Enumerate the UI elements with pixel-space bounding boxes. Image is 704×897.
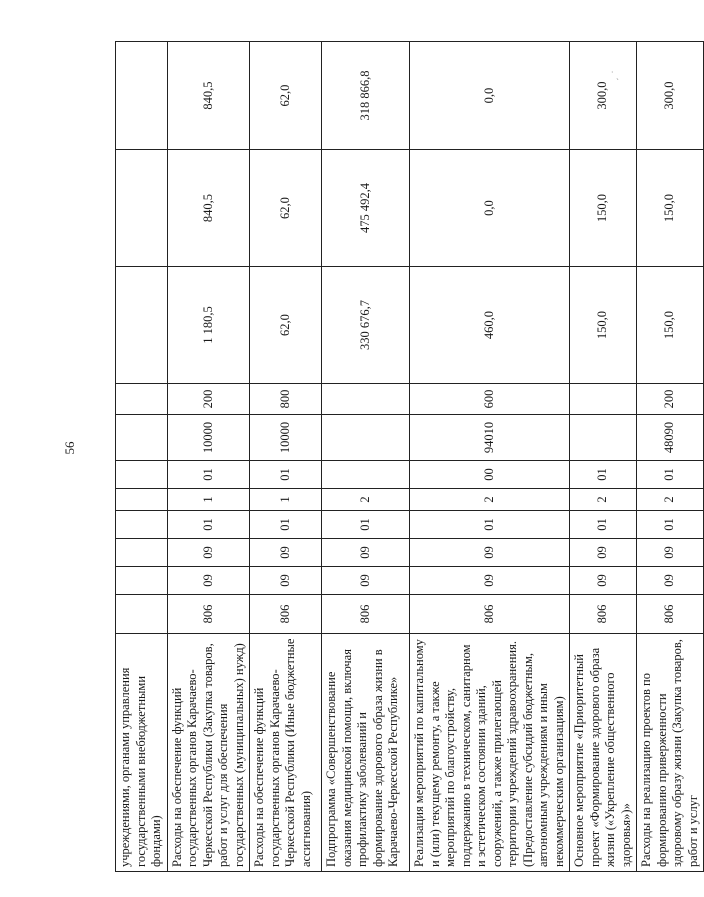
program-code: 01 <box>250 511 322 539</box>
amount-col-2: 150,0 <box>570 150 637 267</box>
amount-col-1: 460,0 <box>410 267 570 384</box>
expense-type-code: 600 <box>410 384 570 415</box>
subsection-code: 09 <box>322 539 410 567</box>
main-event-code: 00 <box>410 461 570 489</box>
section-code: 09 <box>410 567 570 595</box>
subprogram-code: 2 <box>322 489 410 511</box>
amount-col-3: 300,0 <box>637 42 704 150</box>
subprogram-code: 2 <box>570 489 637 511</box>
amount-col-2: 840,5 <box>167 150 250 267</box>
section-code: 09 <box>250 567 322 595</box>
section-code: 09 <box>570 567 637 595</box>
table-row <box>410 42 570 872</box>
table-row <box>116 42 168 872</box>
main-event-code: 01 <box>637 461 704 489</box>
program-code: 01 <box>410 511 570 539</box>
row-name: Подпрограмма «Совершенствование оказания медицинской помощи, включая профилактику заболеваний и формирование здорового образа жизни в Карачаево-Черкесской Республике» <box>322 634 410 872</box>
main-event-code <box>116 461 168 489</box>
table-row <box>322 42 410 872</box>
row-name: Расходы на реализацию проектов по формированию приверженности здоровому образу жизни (Закупка товаров, работ и услуг <box>637 634 704 872</box>
amount-col-1: 1 180,5 <box>167 267 250 384</box>
budget-table <box>115 41 704 872</box>
expense-type-code: 800 <box>250 384 322 415</box>
amount-col-1: 330 676,7 <box>322 267 410 384</box>
gov-code: 806 <box>410 595 570 634</box>
amount-col-3 <box>116 42 168 150</box>
table-row <box>570 42 637 872</box>
direction-code <box>322 415 410 461</box>
subsection-code: 09 <box>410 539 570 567</box>
amount-col-2 <box>116 150 168 267</box>
amount-col-2: 62,0 <box>250 150 322 267</box>
subsection-code: 09 <box>637 539 704 567</box>
direction-code: 94010 <box>410 415 570 461</box>
amount-col-1: 62,0 <box>250 267 322 384</box>
gov-code: 806 <box>250 595 322 634</box>
row-name: Реализация мероприятий по капитальному и (или) текущему ремонту, а также мероприятий по благоустройству, поддержанию в техническом, санитарном и эстетическом состоянии зданий, сооружений, а также прилегающей территории учреждений здравоохранения. (Предоставление субсидий бюджетным, автономным учреждениям и иным некоммерческим организациям) <box>410 634 570 872</box>
amount-col-3: 300,0 <box>570 42 637 150</box>
program-code <box>116 511 168 539</box>
expense-type-code: 200 <box>637 384 704 415</box>
expense-type-code <box>322 384 410 415</box>
table-row <box>250 42 322 872</box>
amount-col-3: 62,0 <box>250 42 322 150</box>
amount-col-1 <box>116 267 168 384</box>
amount-col-3: 318 866,8 <box>322 42 410 150</box>
row-name: учреждениями, органами управления государственными внебюджетными фондами) <box>116 634 168 872</box>
program-code: 01 <box>322 511 410 539</box>
subprogram-code <box>116 489 168 511</box>
main-event-code: 01 <box>250 461 322 489</box>
amount-col-1: 150,0 <box>637 267 704 384</box>
gov-code <box>116 595 168 634</box>
row-name: Расходы на обеспечение функций государственных органов Карачаево-Черкесской Республики (Иные бюджетные ассигнования) <box>250 634 322 872</box>
subprogram-code: 2 <box>410 489 570 511</box>
amount-col-2: 475 492,4 <box>322 150 410 267</box>
amount-col-3: 0,0 <box>410 42 570 150</box>
main-event-code: 01 <box>570 461 637 489</box>
subsection-code: 09 <box>167 539 250 567</box>
expense-type-code <box>116 384 168 415</box>
subsection-code: 09 <box>570 539 637 567</box>
direction-code <box>116 415 168 461</box>
direction-code: 48090 <box>637 415 704 461</box>
table-row <box>637 42 704 872</box>
page-number: 56 <box>62 441 77 455</box>
direction-code: 10000 <box>250 415 322 461</box>
row-name: Основное мероприятие «Приоритетный проект «Формирование здорового образа жизни («Укрепление общественного здоровья»)» <box>570 634 637 872</box>
gov-code: 806 <box>637 595 704 634</box>
subsection-code <box>116 539 168 567</box>
main-event-code: 01 <box>167 461 250 489</box>
subprogram-code: 1 <box>250 489 322 511</box>
section-code: 09 <box>322 567 410 595</box>
gov-code: 806 <box>167 595 250 634</box>
gov-code: 806 <box>570 595 637 634</box>
subsection-code: 09 <box>250 539 322 567</box>
row-name: Расходы на обеспечение функций государственных органов Карачаево-Черкесской Республики (Закупка товаров, работ и услуг для обеспечения государственных (муниципальных) нужд) <box>167 634 250 872</box>
direction-code: 10000 <box>167 415 250 461</box>
section-code <box>116 567 168 595</box>
scan-specks: ˙ ˏ <box>610 70 619 80</box>
section-code: 09 <box>167 567 250 595</box>
amount-col-2: 150,0 <box>637 150 704 267</box>
rotated-table-container <box>115 42 700 872</box>
program-code: 01 <box>570 511 637 539</box>
expense-type-code <box>570 384 637 415</box>
gov-code: 806 <box>322 595 410 634</box>
main-event-code <box>322 461 410 489</box>
direction-code <box>570 415 637 461</box>
amount-col-3: 840,5 <box>167 42 250 150</box>
subprogram-code: 2 <box>637 489 704 511</box>
program-code: 01 <box>167 511 250 539</box>
subprogram-code: 1 <box>167 489 250 511</box>
program-code: 01 <box>637 511 704 539</box>
section-code: 09 <box>637 567 704 595</box>
amount-col-1: 150,0 <box>570 267 637 384</box>
table-row <box>167 42 250 872</box>
amount-col-2: 0,0 <box>410 150 570 267</box>
expense-type-code: 200 <box>167 384 250 415</box>
